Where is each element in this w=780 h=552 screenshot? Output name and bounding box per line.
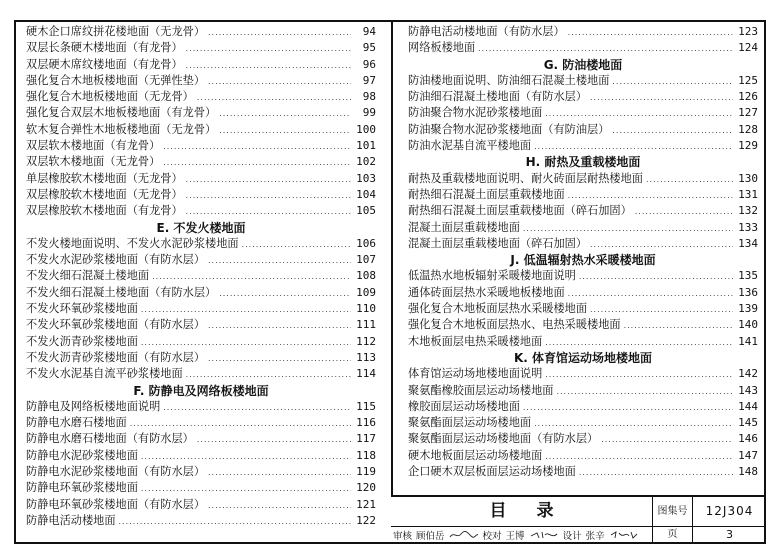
dot-leader [208,25,351,41]
dot-leader [163,139,351,155]
toc-entry-page: 105 [356,204,376,218]
toc-entry[interactable] [408,317,758,333]
document-title: 目录 [391,497,653,526]
dot-leader [568,188,733,204]
toc-entry[interactable] [408,105,758,121]
toc-entry-page: 122 [356,513,376,527]
toc-entry-title: 耐热细石混凝土面层重载楼地面（碎石加固） [408,204,632,218]
toc-entry[interactable] [408,399,758,415]
toc-entry-page: 113 [356,350,376,364]
toc-entry[interactable] [26,317,376,333]
toc-entry[interactable] [26,89,376,105]
review-signature [449,530,479,540]
toc-entry[interactable] [26,366,376,382]
toc-entry[interactable] [26,350,376,366]
design-label: 设计 [562,531,582,542]
toc-entry[interactable] [408,73,758,89]
toc-entry-title: 不发火楼地面说明、不发火水泥砂浆楼地面 [26,236,239,250]
toc-entry-page: 132 [738,204,758,218]
toc-entry-page: 118 [356,448,376,462]
dot-leader [523,400,733,416]
toc-entry-page: 114 [356,367,376,381]
toc-entry-page: 98 [362,90,376,104]
page-number: 3 [726,528,733,541]
toc-entry-page: 141 [738,334,758,348]
toc-entry-title: 单层橡胶软木楼地面（无龙骨） [26,171,183,185]
dot-leader [523,221,733,237]
toc-entry[interactable] [26,399,376,415]
toc-entry-page: 108 [356,269,376,283]
toc-entry-page: 110 [356,302,376,316]
toc-entry[interactable] [408,415,758,431]
page-label: 页 [653,526,693,544]
toc-entry-title: 双层橡胶软木楼地面（有龙骨） [26,204,183,218]
toc-entry-page: 143 [738,383,758,397]
toc-entry-title: 混凝土面层重载楼地面（碎石加固） [408,236,588,250]
dot-leader [208,74,351,90]
column-divider [391,20,393,495]
dot-leader [186,41,351,57]
toc-entry-title: 通体砖面层热水采暖地板楼地面 [408,285,565,299]
dot-leader [612,123,733,139]
toc-entry-title: 双层软木楼地面（无龙骨） [26,155,161,169]
toc-entry-title: 防油楼地面说明、防油细石混凝土楼地面 [408,73,610,87]
toc-entry-page: 112 [356,334,376,348]
toc-entry-title: 强化复合木地板楼地面（无弹性垫） [26,73,206,87]
toc-entry[interactable] [408,171,758,187]
design-name: 张辛 [585,531,605,542]
dot-leader [624,318,733,334]
toc-entry-title: 双层长条硬木楼地面（有龙骨） [26,41,183,55]
dot-leader [579,465,733,481]
dot-leader [590,90,733,106]
toc-entry[interactable] [408,40,758,56]
toc-entry-page: 135 [738,269,758,283]
toc-entry[interactable] [26,448,376,464]
toc-entry[interactable] [26,513,376,529]
toc-entry-page: 146 [738,432,758,446]
toc-entry-title: 不发火细石混凝土楼地面 [26,269,150,283]
toc-entry-title: 不发火环氧砂浆楼地面（有防水层） [26,318,206,332]
dot-leader [545,367,733,383]
dot-leader [601,432,733,448]
dot-leader [197,432,351,448]
toc-entry[interactable] [26,171,376,187]
title-block [391,495,766,544]
toc-entry-page: 136 [738,285,758,299]
toc-entry[interactable] [26,122,376,138]
toc-entry[interactable] [26,203,376,219]
section-heading: K. 体育馆运动场地楼地面 [513,350,653,365]
toc-entry-page: 104 [356,187,376,201]
dot-leader [534,139,733,155]
toc-entry-title: 防静电活动楼地面（有防水层） [408,25,565,38]
toc-entry[interactable] [408,285,758,301]
toc-entry-title: 企口硬木双层板面层运动场楼地面 [408,465,576,479]
toc-entry-title: 硬木地板面层运动场楼地面 [408,448,543,462]
toc-entry-title: 聚氨酯橡胶面层运动场楼地面 [408,383,554,397]
toc-entry-title: 橡胶面层运动场楼地面 [408,399,520,413]
toc-entry-title: 不发火沥青砂浆楼地面（有防水层） [26,350,206,364]
toc-entry-title: 强化复合木地板楼地面（无龙骨） [26,90,194,104]
toc-entry[interactable] [26,334,376,350]
toc-entry[interactable] [408,203,758,219]
toc-entry-page: 131 [738,187,758,201]
toc-entry-page: 109 [356,285,376,299]
toc-entry-page: 139 [738,302,758,316]
toc-entry[interactable] [408,383,758,399]
dot-leader [568,25,733,41]
toc-entry-title: 防静电环氧砂浆楼地面 [26,481,138,495]
toc-entry[interactable] [26,154,376,170]
check-label: 校对 [482,531,502,542]
toc-entry-page: 133 [738,220,758,234]
toc-entry-title: 防静电水泥砂浆楼地面 [26,448,138,462]
dot-leader [119,514,351,530]
toc-entry[interactable] [26,301,376,317]
dot-leader [163,400,351,416]
toc-entry-page: 140 [738,318,758,332]
toc-entry-title: 防油聚合物水泥砂浆楼地面 [408,106,543,120]
toc-entry[interactable] [408,24,758,40]
toc-entry-title: 木地板面层电热采暖楼地面 [408,334,543,348]
dot-leader [208,318,351,334]
toc-entry-title: 防静电水磨石楼地面 [26,416,127,430]
dot-leader [646,172,733,188]
toc-entry-title: 防静电水泥砂浆楼地面（有防水层） [26,465,206,479]
dot-leader [163,155,351,171]
toc-left-column [26,24,376,529]
toc-entry-title: 网络板楼地面 [408,41,476,55]
toc-entry-title: 硬木企口席纹拼花楼地面（无龙骨） [26,25,206,38]
toc-entry[interactable] [26,138,376,154]
toc-entry[interactable] [408,187,758,203]
toc-entry-page: 117 [356,432,376,446]
toc-entry-page: 124 [738,41,758,55]
dot-leader [208,351,351,367]
dot-leader [219,286,351,302]
dot-leader [208,498,351,514]
toc-entry[interactable] [408,236,758,252]
toc-entry-title: 体育馆运动场地楼地面说明 [408,367,543,381]
toc-entry[interactable] [26,480,376,496]
dot-leader [208,465,351,481]
toc-entry-page: 116 [356,416,376,430]
dot-leader [186,188,351,204]
section-heading: J. 低温辐射热水采暖楼地面 [510,253,656,268]
toc-entry-page: 100 [356,122,376,136]
toc-right-column [408,24,758,480]
toc-entry[interactable] [408,268,758,284]
toc-entry-title: 软木复合弹性木地板楼地面（无龙骨） [26,122,217,136]
dot-leader [186,172,351,188]
dot-leader [534,416,733,432]
toc-entry-page: 96 [362,57,376,71]
toc-entry[interactable] [408,464,758,480]
toc-entry-page: 142 [738,367,758,381]
toc-entry-title: 混凝土面层重载楼地面 [408,220,520,234]
toc-entry-title: 双层软木楼地面（有龙骨） [26,139,161,153]
toc-entry-page: 119 [356,465,376,479]
dot-leader [545,449,733,465]
dot-leader [208,253,351,269]
toc-entry-title: 低温热水地板辐射采暖楼地面说明 [408,269,576,283]
toc-entry-title: 强化复合木地板面层热水采暖楼地面 [408,302,588,316]
dot-leader [556,384,733,400]
toc-entry-page: 121 [356,497,376,511]
toc-entry[interactable] [26,105,376,121]
check-signature [529,530,559,540]
section-heading: E. 不发火楼地面 [156,220,246,235]
toc-entry-page: 120 [356,481,376,495]
toc-entry[interactable] [408,431,758,447]
dot-leader [590,302,733,318]
toc-entry-title: 双层硬木席纹楼地面（有龙骨） [26,57,183,71]
toc-entry-title: 聚氨酯面层运动场楼地面 [408,416,532,430]
dot-leader [141,449,351,465]
toc-entry-page: 95 [362,41,376,55]
toc-entry-page: 103 [356,171,376,185]
toc-entry-page: 107 [356,253,376,267]
toc-entry[interactable] [26,497,376,513]
toc-entry[interactable] [26,73,376,89]
toc-entry-page: 101 [356,139,376,153]
toc-entry[interactable] [26,464,376,480]
dot-leader [186,367,351,383]
dot-leader [545,335,733,351]
dot-leader [152,269,351,285]
toc-entry[interactable] [408,366,758,382]
toc-entry[interactable] [26,40,376,56]
toc-entry[interactable] [26,415,376,431]
toc-entry-title: 不发火细石混凝土楼地面（有防水层） [26,285,217,299]
toc-entry-page: 97 [362,73,376,87]
toc-entry-page: 115 [356,399,376,413]
toc-entry-page: 99 [362,106,376,120]
dot-leader [590,237,733,253]
toc-entry-title: 强化复合双层木地板楼地面（有龙骨） [26,106,217,120]
toc-entry[interactable] [26,24,376,40]
dot-leader [242,237,351,253]
toc-entry-page: 148 [738,465,758,479]
dot-leader [545,106,733,122]
toc-entry-title: 防油细石混凝土楼地面（有防水层） [408,90,588,104]
toc-entry-page: 145 [738,416,758,430]
toc-entry[interactable] [26,187,376,203]
atlas-number-value: 12J304 [705,504,754,518]
check-name: 王博 [505,531,525,542]
toc-entry-page: 102 [356,155,376,169]
dot-leader [635,204,733,220]
toc-entry[interactable] [408,138,758,154]
toc-entry-title: 防静电及网络板楼地面说明 [26,399,161,413]
signature-row [391,526,653,544]
section-heading: F. 防静电及网络板楼地面 [133,383,269,398]
toc-entry-title: 防静电环氧砂浆楼地面（有防水层） [26,497,206,511]
dot-leader [141,302,351,318]
dot-leader [130,416,351,432]
atlas-number-label: 图集号 [653,497,693,526]
toc-entry-title: 耐热细石混凝土面层重载楼地面 [408,187,565,201]
toc-entry-title: 不发火水泥基自流平砂浆楼地面 [26,367,183,381]
toc-entry-page: 125 [738,73,758,87]
toc-entry-title: 不发火沥青砂浆楼地面 [26,334,138,348]
toc-entry[interactable] [408,334,758,350]
dot-leader [141,335,351,351]
toc-entry-page: 106 [356,236,376,250]
toc-entry-title: 防油聚合物水泥砂浆楼地面（有防油层） [408,122,610,136]
toc-entry-title: 双层橡胶软木楼地面（无龙骨） [26,187,183,201]
toc-entry[interactable] [408,89,758,105]
toc-entry-page: 134 [738,236,758,250]
dot-leader [478,41,733,57]
toc-entry-title: 不发火水泥砂浆楼地面（有防水层） [26,253,206,267]
toc-entry[interactable] [26,252,376,268]
toc-entry-page: 126 [738,90,758,104]
toc-entry[interactable] [26,268,376,284]
dot-leader [568,286,733,302]
toc-entry-title: 不发火环氧砂浆楼地面 [26,302,138,316]
dot-leader [579,269,733,285]
toc-entry[interactable] [26,431,376,447]
toc-entry-page: 129 [738,139,758,153]
toc-entry-page: 123 [738,25,758,38]
dot-leader [612,74,733,90]
review-label: 审核 [393,531,413,542]
design-signature [609,530,639,540]
toc-entry-page: 130 [738,171,758,185]
toc-entry-page: 111 [356,318,376,332]
toc-entry-title: 强化复合木地板面层热水、电热采暖楼地面 [408,318,621,332]
dot-leader [219,106,351,122]
toc-entry[interactable] [408,301,758,317]
toc-entry-title: 聚氨酯面层运动场楼地面（有防水层） [408,432,599,446]
toc-entry[interactable] [408,220,758,236]
toc-entry-page: 94 [362,25,376,38]
dot-leader [197,90,351,106]
toc-entry[interactable] [408,122,758,138]
toc-entry-page: 147 [738,448,758,462]
toc-entry-page: 144 [738,399,758,413]
dot-leader [186,204,351,220]
section-heading: G. 防油楼地面 [543,57,623,72]
toc-entry-title: 防静电活动楼地面 [26,513,116,527]
toc-entry-page: 127 [738,106,758,120]
toc-entry[interactable] [26,57,376,73]
toc-entry[interactable] [26,236,376,252]
toc-entry-page: 128 [738,122,758,136]
review-name: 顾伯岳 [416,531,445,542]
dot-leader [141,481,351,497]
toc-entry[interactable] [26,285,376,301]
toc-entry[interactable] [408,448,758,464]
toc-entry-title: 耐热及重载楼地面说明、耐火砖面层耐热楼地面 [408,171,643,185]
toc-entry-title: 防静电水磨石楼地面（有防水层） [26,432,194,446]
toc-entry-title: 防油水泥基自流平楼地面 [408,139,532,153]
dot-leader [186,58,351,74]
section-heading: H. 耐热及重载楼地面 [525,155,641,170]
dot-leader [219,123,351,139]
